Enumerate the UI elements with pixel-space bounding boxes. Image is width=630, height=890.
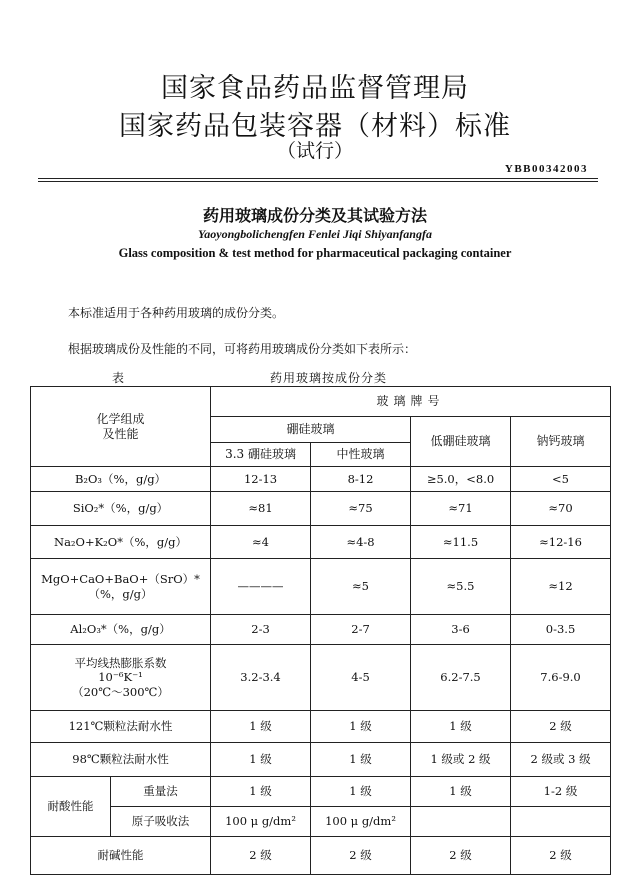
- table-cell: 2 级: [511, 711, 611, 743]
- table-row: [31, 807, 611, 837]
- table-cell: 100 μ g/dm²: [211, 807, 311, 837]
- row-label-line: （%，g/g）: [88, 586, 153, 601]
- table-cell: 2 级: [211, 837, 311, 875]
- table-row: [31, 559, 611, 615]
- table-cell: <5: [511, 467, 611, 492]
- table-caption-label: 表: [112, 371, 125, 385]
- col-neutral: 中性玻璃: [311, 443, 411, 467]
- alkali-resistance-label: 耐碱性能: [31, 837, 211, 875]
- table-row: [31, 492, 611, 526]
- table-cell: 100 μ g/dm²: [311, 807, 411, 837]
- doc-title-pinyin: Yaoyongbolichengfen Fenlei Jiqi Shiyanfangfa: [198, 227, 432, 241]
- corner-line2: 及性能: [102, 426, 139, 441]
- table-row: [31, 711, 611, 743]
- row-label: 98℃颗粒法耐水性: [31, 743, 211, 777]
- table-cell: ≈81: [211, 492, 311, 526]
- table-cell: 4-5: [311, 645, 411, 711]
- row-label: 121℃颗粒法耐水性: [31, 711, 211, 743]
- table-cell: ≈12: [511, 559, 611, 615]
- trial-label: （试行）: [276, 140, 353, 162]
- acid-method-gravimetric: 重量法: [111, 777, 211, 807]
- table-cell: ≈4-8: [311, 526, 411, 559]
- table-cell: 8-12: [311, 467, 411, 492]
- table-caption-title: 药用玻璃按成份分类: [270, 371, 388, 385]
- row-label-line: （20℃～300℃）: [72, 684, 169, 699]
- table-cell: 2 级: [511, 837, 611, 875]
- row-label-line: 10⁻⁶K⁻¹: [98, 670, 143, 685]
- table-cell: 2-7: [311, 615, 411, 645]
- col-33-borosilicate: 3.3 硼硅玻璃: [211, 443, 311, 467]
- borosilicate-header: 硼硅玻璃: [211, 417, 411, 443]
- table-cell: ≈5.5: [411, 559, 511, 615]
- row-label: [31, 645, 211, 711]
- table-cell: 3.2-3.4: [211, 645, 311, 711]
- table-row: [31, 743, 611, 777]
- acid-method-aas: 原子吸收法: [111, 807, 211, 837]
- table-cell: ————: [211, 559, 311, 615]
- row-label: Al₂O₃*（%，g/g）: [31, 615, 211, 645]
- table-cell: ≈71: [411, 492, 511, 526]
- corner-line1: 化学组成: [96, 411, 145, 426]
- col-low-borosilicate: 低硼硅玻璃: [411, 417, 511, 467]
- table-row: [31, 467, 611, 492]
- classification-paragraph: 根据玻璃成份及性能的不同，可将药用玻璃成份分类如下表所示：: [68, 342, 417, 356]
- table-row: [31, 645, 611, 711]
- header-rule-top: [38, 178, 598, 179]
- table-cell: 12-13: [211, 467, 311, 492]
- table-cell: ≈12-16: [511, 526, 611, 559]
- table-row: [31, 526, 611, 559]
- table-cell: 3-6: [411, 615, 511, 645]
- table-cell: ≥5.0，<8.0: [411, 467, 511, 492]
- table-cell: ≈70: [511, 492, 611, 526]
- table-row: [31, 837, 611, 875]
- table-cell: 2-3: [211, 615, 311, 645]
- corner-header: [31, 387, 211, 467]
- table-cell: 1 级: [211, 777, 311, 807]
- table-cell: 1 级: [211, 743, 311, 777]
- table-cell: 2 级: [311, 837, 411, 875]
- row-label: Na₂O+K₂O*（%，g/g）: [31, 526, 211, 559]
- table-cell: 2 级: [411, 837, 511, 875]
- grade-header: 玻璃牌号: [211, 387, 611, 417]
- table-cell: ≈5: [311, 559, 411, 615]
- table-cell: ≈75: [311, 492, 411, 526]
- table-cell: [511, 807, 611, 837]
- table-cell: 0-3.5: [511, 615, 611, 645]
- table-cell: 1 级: [211, 711, 311, 743]
- scope-paragraph: 本标准适用于各种药用玻璃的成份分类。: [68, 306, 285, 320]
- composition-table: [30, 386, 611, 875]
- row-label: [31, 559, 211, 615]
- row-label: B₂O₃（%，g/g）: [31, 467, 211, 492]
- doc-title-chinese: 药用玻璃成份分类及其试验方法: [202, 206, 427, 225]
- acid-resistance-label: 耐酸性能: [31, 777, 111, 837]
- table-cell: 7.6-9.0: [511, 645, 611, 711]
- standard-code: YBB00342003: [504, 163, 588, 175]
- table-cell: ≈4: [211, 526, 311, 559]
- doc-title-english: Glass composition & test method for pharmaceutical packaging container: [118, 246, 512, 260]
- table-cell: 1-2 级: [511, 777, 611, 807]
- agency-title: 国家食品药品监督管理局: [161, 73, 469, 104]
- table-row: [31, 777, 611, 807]
- table-cell: 1 级或 2 级: [411, 743, 511, 777]
- table-cell: 6.2-7.5: [411, 645, 511, 711]
- table-cell: 1 级: [311, 743, 411, 777]
- header-rule-bottom: [38, 181, 598, 182]
- col-soda-lime: 钠钙玻璃: [511, 417, 611, 467]
- table-cell: 1 级: [411, 777, 511, 807]
- standard-title: 国家药品包装容器（材料）标准: [119, 111, 511, 142]
- table-cell: 1 级: [311, 777, 411, 807]
- table-cell: 2 级或 3 级: [511, 743, 611, 777]
- row-label: SiO₂*（%，g/g）: [31, 492, 211, 526]
- table-cell: 1 级: [411, 711, 511, 743]
- row-label-line: 平均线热膨胀系数: [74, 655, 167, 670]
- row-label-line: MgO+CaO+BaO+（SrO）*: [41, 572, 200, 587]
- table-cell: [411, 807, 511, 837]
- table-row: [31, 615, 611, 645]
- table-cell: 1 级: [311, 711, 411, 743]
- table-cell: ≈11.5: [411, 526, 511, 559]
- table-header-row: [31, 387, 611, 417]
